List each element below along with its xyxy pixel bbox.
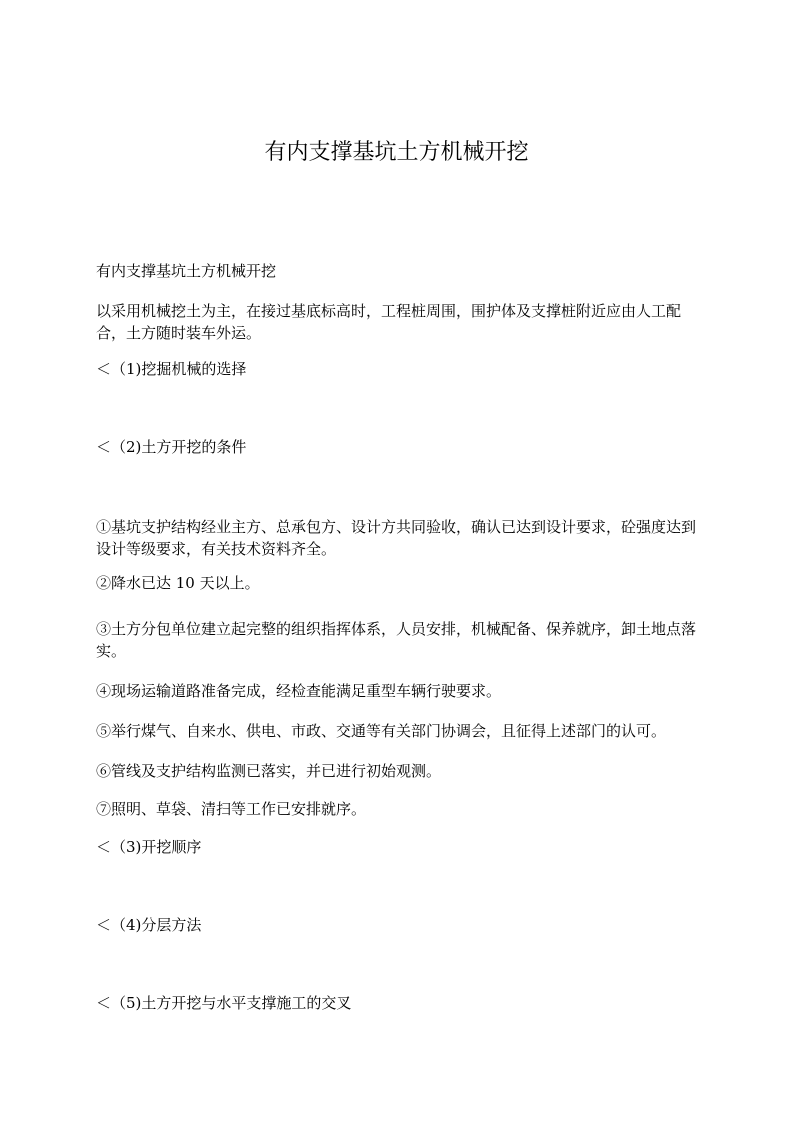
section-2-heading: ＜（2)土方开挖的条件 (96, 438, 247, 456)
condition-1: ①基坑支护结构经业主方、总承包方、设计方共同验收，确认已达到设计要求，砼强度达到设计等级要求，有关技术资料齐全。 (96, 518, 697, 558)
section-4-heading: ＜（4)分层方法 (96, 916, 202, 934)
paragraph-intro: 以采用机械挖土为主，在接过基底标高时，工程桩周围，围护体及支撑桩附近应由人工配合，土方随时装车外运。 (96, 302, 682, 342)
document-title: 有内支撑基坑土方机械开挖 (264, 140, 529, 165)
section-3-heading: ＜（3)开挖顺序 (96, 838, 202, 856)
section-1-heading: ＜（1)挖掘机械的选择 (96, 360, 247, 378)
condition-3: ③土方分包单位建立起完整的组织指挥体系，人员安排，机械配备、保养就序，卸土地点落实。 (96, 620, 697, 660)
condition-7: ⑦照明、草袋、清扫等工作已安排就序。 (96, 800, 367, 818)
condition-6: ⑥管线及支护结构监测已落实，并已进行初始观测。 (96, 762, 442, 780)
paragraph-heading: 有内支撑基坑土方机械开挖 (96, 262, 277, 280)
section-5-heading: ＜（5)土方开挖与水平支撑施工的交叉 (96, 994, 352, 1012)
condition-5: ⑤举行煤气、自来水、供电、市政、交通等有关部门协调会，且征得上述部门的认可。 (96, 722, 667, 740)
condition-2: ②降水已达 10 天以上。 (96, 574, 260, 592)
condition-4: ④现场运输道路准备完成，经检查能满足重型车辆行驶要求。 (96, 682, 502, 700)
